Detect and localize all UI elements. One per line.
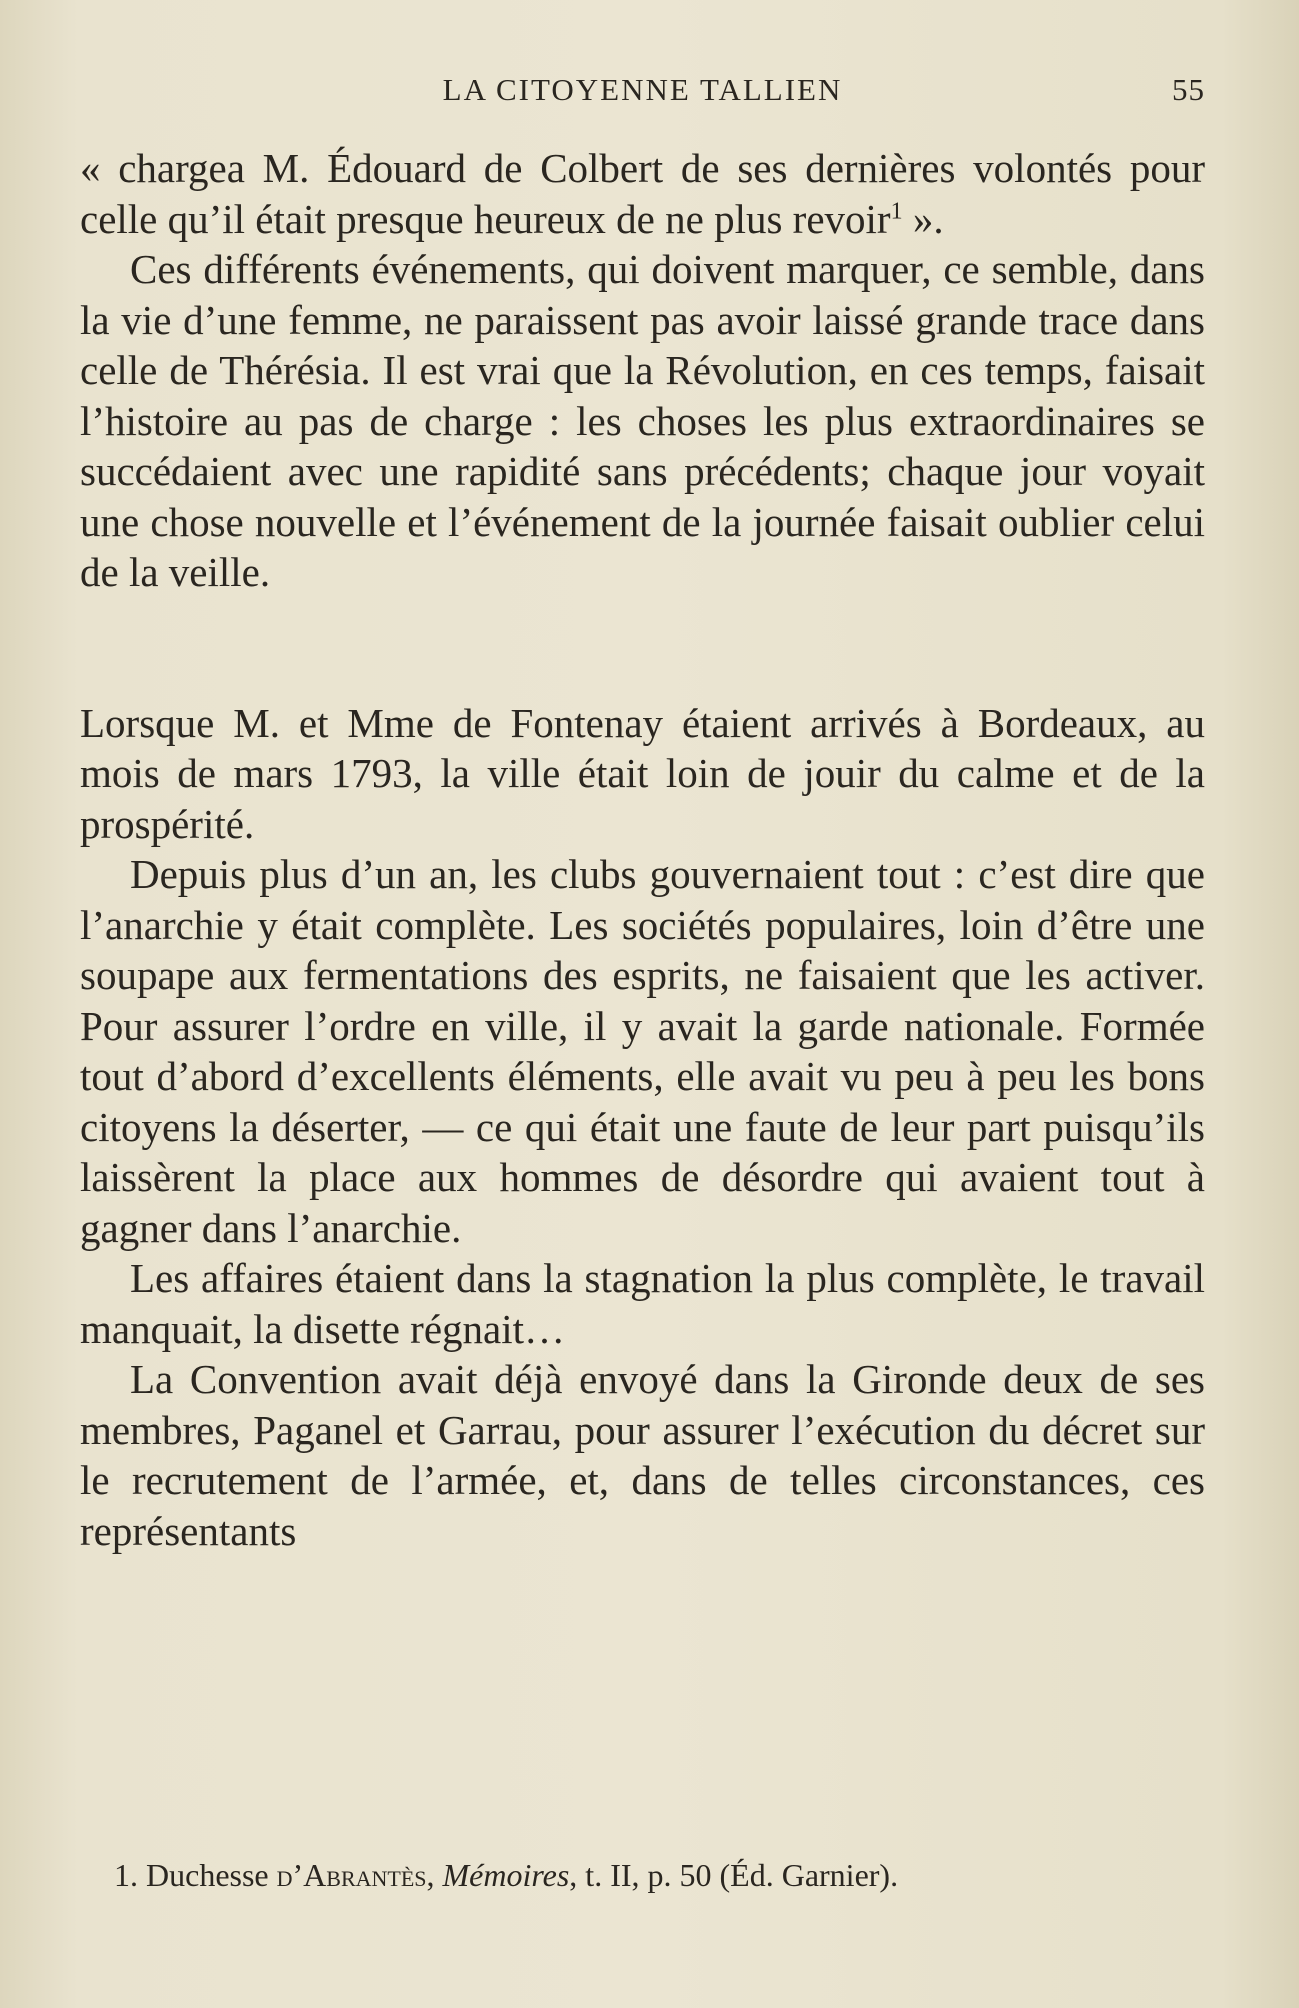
paragraph-5: Les affaires étaient dans la stagnation la plus complète, le travail manquait, la disette régnait… (80, 1255, 1205, 1352)
paragraph-1-text: « chargea M. Édouard de Colbert de ses dernières volontés pour celle qu’il était presque heureux de ne plus revoir (80, 145, 1205, 242)
paragraph-6: La Convention avait déjà envoyé dans la Gironde deux de ses membres, Paganel et Garrau, pour assurer l’exécution du décret sur le recrutement de l’armée, et, dans de telles circonstances, ces représentants (80, 1356, 1205, 1554)
paragraph-1 (80, 143, 1205, 244)
running-title: LA CITOYENNE TALLIEN (442, 72, 843, 107)
page-number: 55 (1172, 72, 1205, 107)
paragraph-2: Ces différents événements, qui doivent marquer, ce semble, dans la vie d’une femme, ne paraissent pas avoir laissé grande trace dans celle de Thérésia. Il est vrai que la Révolution, en ces temps, faisait l’histoire au pas de charge : les choses les plus extraordinaires se succédaient avec une rapidité sans précédents; chaque jour voyait une chose nouvelle et l’événement de la journée faisait oublier celui de la veille. (80, 246, 1205, 595)
footnote-reference: 1 (890, 197, 903, 224)
paragraph-1-tail: ». (902, 195, 944, 242)
footnote: 1. Duchesse d’Abrantès, Mémoires, t. II, p. 50 (Éd. Garnier). (114, 1857, 899, 1893)
footnote-rest: , t. II, p. 50 (Éd. Garnier). (569, 1857, 899, 1893)
running-head (80, 72, 1205, 122)
body-text (80, 143, 1205, 1556)
footnote-author-prefix: Duchesse (146, 1857, 277, 1893)
footnote-number: 1. (114, 1857, 138, 1893)
footnote-title: Mémoires (442, 1857, 570, 1893)
paragraph-4: Depuis plus d’un an, les clubs gouvernaient tout : c’est dire que l’anarchie y était complète. Les sociétés populaires, loin d’être une soupape aux fermentations des esprits, ne faisaient que les activer. Pour assurer l’ordre en ville, il y avait la garde nationale. Formée tout d’abord d’excellents éléments, elle avait vu peu à peu les bons citoyens la déserter, — ce qui était une faute de leur part puisqu’ils laissèrent la place aux hommes de désordre qui avaient tout à gagner dans l’anarchie. (80, 851, 1205, 1251)
footnote-author: d’Abrantès (276, 1857, 427, 1893)
section-break (80, 598, 1205, 698)
paragraph-3: Lorsque M. et Mme de Fontenay étaient arrivés à Bordeaux, au mois de mars 1793, la ville était loin de jouir du calme et de la prospérité. (80, 699, 1205, 847)
